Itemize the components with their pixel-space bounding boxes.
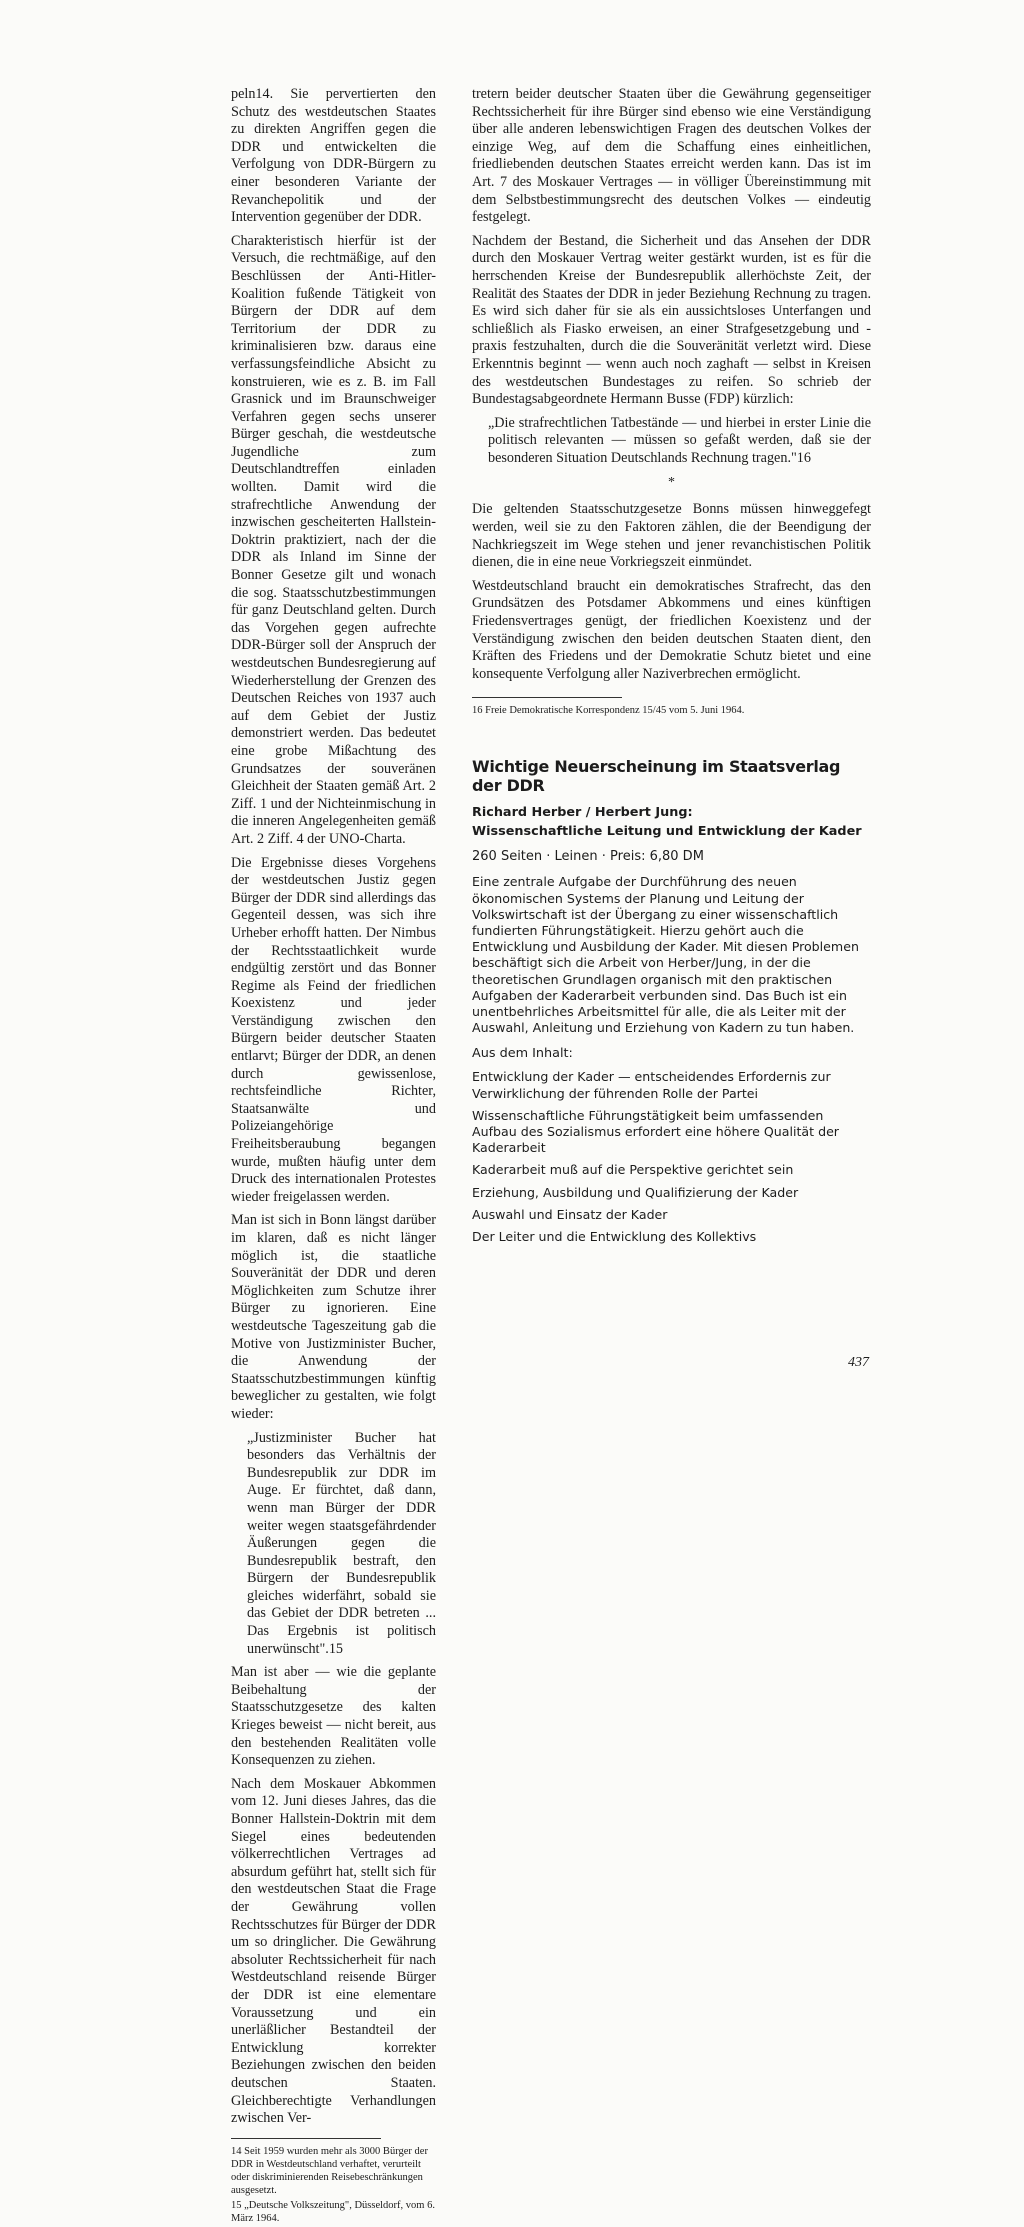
advert-book-title: Wissenschaftliche Leitung und Entwicklung der Kader — [472, 824, 862, 840]
right-column — [472, 86, 871, 1251]
toc-item: Erziehung, Ausbildung und Qualifizierung der Kader — [472, 1184, 799, 1200]
paragraph: peln14. Sie pervertierten den Schutz des westdeutschen Staates zu direkten Angriffen gegen die DDR und entwickelten die Verfolgung von DDR-Bürgern zu einer besonderen Variante der Revanchepolitik und der Intervention gegenüber der DDR. — [231, 86, 436, 226]
footnote-divider — [472, 697, 622, 698]
left-column — [231, 86, 436, 2227]
page-number: 437 — [848, 1355, 869, 1370]
advert-toc-heading: Aus dem Inhalt: — [472, 1046, 573, 1062]
footnote: 15 „Deutsche Volkszeitung", Düsseldorf, vom 6. März 1964. — [231, 2199, 435, 2224]
advert-meta: 260 Seiten · Leinen · Preis: 6,80 DM — [472, 849, 704, 865]
footnote-divider — [231, 2138, 381, 2139]
advert-description: Eine zentrale Aufgabe der Durchführung des neuen ökonomischen Systems der Planung und Leitung der Volkswirtschaft ist der Übergang zu einer wissenschaftlich fundierten Führungstätigkeit. Hierzu gehört auch die Entwicklung und Ausbildung der Kader. Mit diesen Problemen beschäftigt sich die Arbeit von Herber/Jung, in der die theoretischen Grundlagen organisch mit den praktischen Aufgaben der Kaderarbeit verbunden sind. Das Buch ist ein unentbehrliches Arbeitsmittel für alle, die als Leiter mit der Auswahl, Anleitung und Erziehung von Kadern zu tun haben. — [472, 874, 859, 1036]
toc-item: Auswahl und Einsatz der Kader — [472, 1206, 668, 1222]
paragraph: Die geltenden Staatsschutzgesetze Bonns müssen hinweggefegt werden, weil sie zu den Faktoren zählen, die der Beendigung der Nachkriegszeit im Wege stehen und jener revanchistischen Politik dienen, die in eine neue Vorkriegszeit einmündet. — [472, 501, 871, 571]
toc-item: Kaderarbeit muß auf die Perspektive gerichtet sein — [472, 1162, 794, 1178]
footnote: 16 Freie Demokratische Korrespondenz 15/45 vom 5. Juni 1964. — [472, 705, 745, 717]
toc-item: Entwicklung der Kader — entscheidendes Erfordernis zur Verwirklichung der führenden Rolle der Partei — [472, 1069, 831, 1101]
book-advert — [472, 757, 871, 1245]
toc-item: Der Leiter und die Entwicklung des Kollektivs — [472, 1229, 757, 1245]
paragraph: Man ist sich in Bonn längst darüber im klaren, daß es nicht länger möglich ist, die staatliche Souveränität der DDR und deren Möglichkeiten zum Schutze ihrer Bürger zu ignorieren. Eine westdeutsche Tageszeitung gab die Motive von Justizminister Bucher, die Anwendung der Staatsschutzbestimmungen künftig beweglicher zu gestalten, wie folgt wieder: — [231, 1212, 436, 1422]
advert-toc-list — [472, 1069, 871, 1245]
advert-title: Wichtige Neuerscheinung im Staatsverlag der DDR — [472, 757, 841, 796]
paragraph: Westdeutschland braucht ein demokratisches Strafrecht, das den Grundsätzen des Potsdamer Abkommens und eines künftigen Friedensvertrages genügt, der friedlichen Koexistenz und der Verständigung zwischen den beiden deutschen Staaten dient, den Kräften des Friedens und der Demokratie Schutz bietet und eine konsequente Verfolgung aller Naziverbrechen ermöglicht. — [472, 577, 871, 682]
paragraph: Die Ergebnisse dieses Vorgehens der westdeutschen Justiz gegen Bürger der DDR sind allerdings das Gegenteil dessen, was sich ihre Urheber erhofft hatten. Der Nimbus der Rechtsstaatlichkeit wurde endgültig zerstört und das Bonner Regime als Feind der friedlichen Koexistenz und jeder Verständigung zwischen den Bürgern beider deutscher Staaten entlarvt; Bürger der DDR, an denen durch gewissenlose, rechtsfeindliche Richter, Staatsanwälte und Polizeiangehörige Freiheitsberaubung begangen wurde, mußten häufig unter dem Druck des internationalen Protestes wieder freigelassen werden. — [231, 854, 436, 1205]
paragraph: tretern beider deutscher Staaten über die Gewährung gegenseitiger Rechtssicherheit für ihre Bürger sind ebenso wie eine Verständigung über alle anderen lebenswichtigen Fragen des deutschen Volkes der einzige Weg, auf dem die Schaffung eines einheitlichen, friedliebenden deutschen Staates erreicht werden kann. Das ist im Art. 7 des Moskauer Vertrages — in völliger Übereinstimmung mit dem Selbstbestimmungsrecht des deutschen Volkes — eindeutig festgelegt. — [472, 86, 871, 226]
paragraph: Man ist aber — wie die geplante Beibehaltung der Staatsschutzgesetze des kalten Krieges beweist — nicht bereit, aus den bestehenden Realitäten volle Konsequenzen zu ziehen. — [231, 1664, 436, 1769]
section-separator: * — [668, 475, 675, 491]
paragraph: Nach dem Moskauer Abkommen vom 12. Juni dieses Jahres, das die Bonner Hallstein-Doktrin mit dem Siegel eines bedeutenden völkerrechtlichen Vertrages ad absurdum geführt hat, stellt sich für den westdeutschen Staat die Frage der Gewährung vollen Rechtsschutzes für Bürger der DDR um so dringlicher. Die Gewährung absoluter Rechtssicherheit für nach Westdeutschland reisende Bürger der DDR ist eine elementare Voraussetzung und ein unerläßlicher Bestandteil der Entwicklung korrekter Beziehungen zwischen den beiden deutschen Staaten. Gleichberechtigte Verhandlungen zwischen Ver- — [231, 1775, 436, 2127]
advert-authors: Richard Herber / Herbert Jung: — [472, 805, 693, 821]
toc-item: Wissenschaftliche Führungstätigkeit beim umfassenden Aufbau des Sozialismus erfordert eine höhere Qualität der Kaderarbeit — [472, 1107, 839, 1156]
paragraph: Charakteristisch hierfür ist der Versuch, die rechtmäßige, auf den Beschlüssen der Anti-Hitler-Koalition fußende Tätigkeit von Bürgern der DDR auf dem Territorium der DDR zu kriminalisieren bzw. daraus eine verfassungsfeindliche Absicht zu konstruieren, wie es z. B. im Fall Grasnick und im Braunschweiger Verfahren gegen sechs unserer Bürger geschah, die westdeutsche Jugendliche zum Deutschlandtreffen einladen wollten. Damit wird die strafrechtliche Anwendung der inzwischen gescheiterten Hallstein-Doktrin praktiziert, nach der die DDR als Inland im Sinne der Bonner Gesetze gilt und wonach die sog. Staatsschutzbestimmungen für ganz Deutschland gelten. Durch das Vorgehen gegen aufrechte DDR-Bürger soll der Anspruch der westdeutschen Bundesregierung auf Wiederherstellung der Grenzen des Deutschen Reiches von 1937 auch auf dem Gebiet der Justiz demonstriert werden. Das bedeutet eine grobe Mißachtung des Grundsatzes der souveränen Gleichheit der Staaten gemäß Art. 2 Ziff. 1 und der Nichteinmischung in die inneren Angelegenheiten gemäß Art. 2 Ziff. 4 der UNO-Charta. — [231, 232, 436, 847]
block-quote: „Justizminister Bucher hat besonders das Verhältnis der Bundesrepublik zur DDR im Auge. Er fürchtet, daß dann, wenn man Bürger der DDR weiter wegen staatsgefährdender Äußerungen gegen die Bundesrepublik bestraft, den Bürgern der Bundesrepublik gleiches widerfährt, sobald sie das Gebiet der DDR betreten ... Das Ergebnis ist politisch unerwünscht".15 — [247, 1429, 436, 1657]
block-quote: „Die strafrechtlichen Tatbestände — und hierbei in erster Linie die politisch relevanten — müssen so gefaßt werden, daß sie der besonderen Situation Deutschlands Rechnung tragen."16 — [488, 414, 871, 466]
footnote: 14 Seit 1959 wurden mehr als 3000 Bürger der DDR in Westdeutschland verhaftet, verurteilt oder diskriminierenden Reisebeschränkungen ausgesetzt. — [231, 2145, 428, 2196]
paragraph: Nachdem der Bestand, die Sicherheit und das Ansehen der DDR durch den Moskauer Vertrag weiter gestärkt wurden, ist es für die herrschenden Kreise der Bundesrepublik allerhöchste Zeit, der Realität des Staates der DDR in jeder Beziehung Rechnung zu tragen. Es wird sich daher für sie als ein aussichtsloses Unterfangen und schließlich als Fiasko erweisen, an einer Strafgesetzgebung und -praxis festzuhalten, durch die die Souveränität verletzt wird. Diese Erkenntnis beginnt — wenn auch noch zaghaft — selbst in Kreisen des westdeutschen Bundestages zu reifen. So schrieb der Bundestagsabgeordnete Hermann Busse (FDP) kürzlich: — [472, 232, 871, 408]
